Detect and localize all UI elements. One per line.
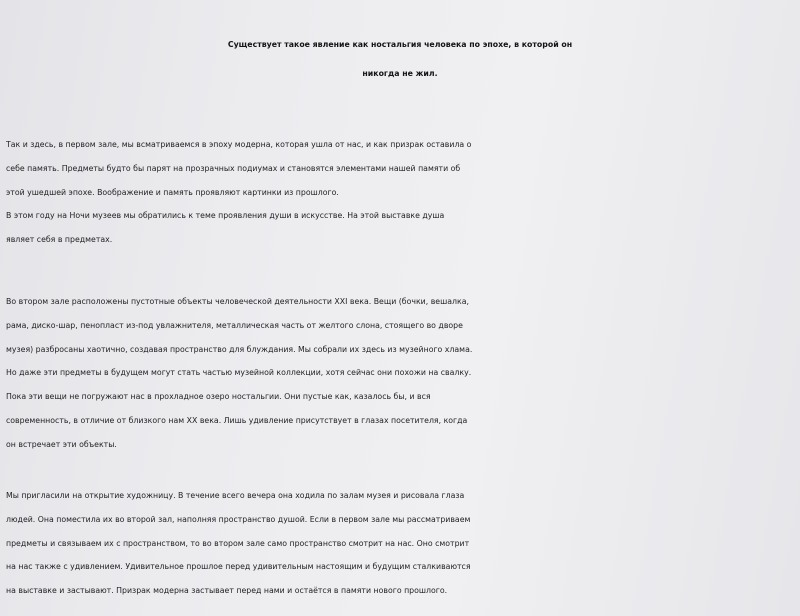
text-line: на выставке и застывают. Призрак модерна застывает перед нами и остаётся в памяти нового прошлого. <box>6 586 448 596</box>
text-line: Пока эти вещи не погружают нас в прохладное озеро ностальгии. Они пустые как, казалось бы, и вся <box>6 392 431 402</box>
text-line: рама, диско-шар, пенопласт из-под увлажнителя, металлическая часть от желтого слона, стоящего во дворе <box>6 320 463 330</box>
text-line: он встречает эти объекты. <box>6 439 117 449</box>
text-line: Во втором зале расположены пустотные объекты человеческой деятельности XXI века. Вещи (бочки, вешалка, <box>6 297 469 306</box>
paragraph-first-hall <box>6 133 800 252</box>
text-line: предметы и связываем их с пространством, то во втором зале само пространство смотрит на нас. Оно смотрит <box>6 538 470 548</box>
paragraph-artist <box>6 484 800 603</box>
title-line: Существует такое явление как ностальгия человека по эпохе, в которой он <box>227 40 573 49</box>
paragraph-second-hall <box>6 290 800 457</box>
text-line: людей. Она поместила их во второй зал, наполняя пространство душой. Если в первом зале мы рассматриваем <box>6 514 471 524</box>
text-line: себе память. Предметы будто бы парят на прозрачных подиумах и становятся элементами нашей памяти об <box>6 163 461 173</box>
text-line: Но даже эти предметы в будущем могут стать частью музейной коллекции, хотя сейчас они похожи на свалку. <box>6 368 472 378</box>
text-line: современность, в отличие от близкого нам XX века. Лишь удивление присутствует в глазах посетителя, когда <box>6 415 468 425</box>
text-line: Мы пригласили на открытие художницу. В течение всего вечера она ходила по залам музея и рисовала глаза <box>6 491 465 500</box>
title-line: никогда не жил. <box>362 69 438 78</box>
page-title <box>30 30 770 88</box>
text-line: этой ушедшей эпохе. Воображение и память проявляют картинки из прошлого. <box>6 187 339 197</box>
text-line: на нас также с удивлением. Удивительное прошлое перед удивительным настоящим и будущим сталкиваются <box>6 562 471 572</box>
text-line: В этом году на Ночи музеев мы обратились к теме проявления души в искусстве. На этой выставке душа <box>6 211 445 221</box>
text-line: являет себя в предметах. <box>6 235 113 245</box>
text-line: музея) разбросаны хаотично, создавая пространство для блуждания. Мы собрали их здесь из музейного хлама. <box>6 344 473 354</box>
text-line: Так и здесь, в первом зале, мы всматриваемся в эпоху модерна, которая ушла от нас, и как призрак оставила о <box>6 140 472 149</box>
